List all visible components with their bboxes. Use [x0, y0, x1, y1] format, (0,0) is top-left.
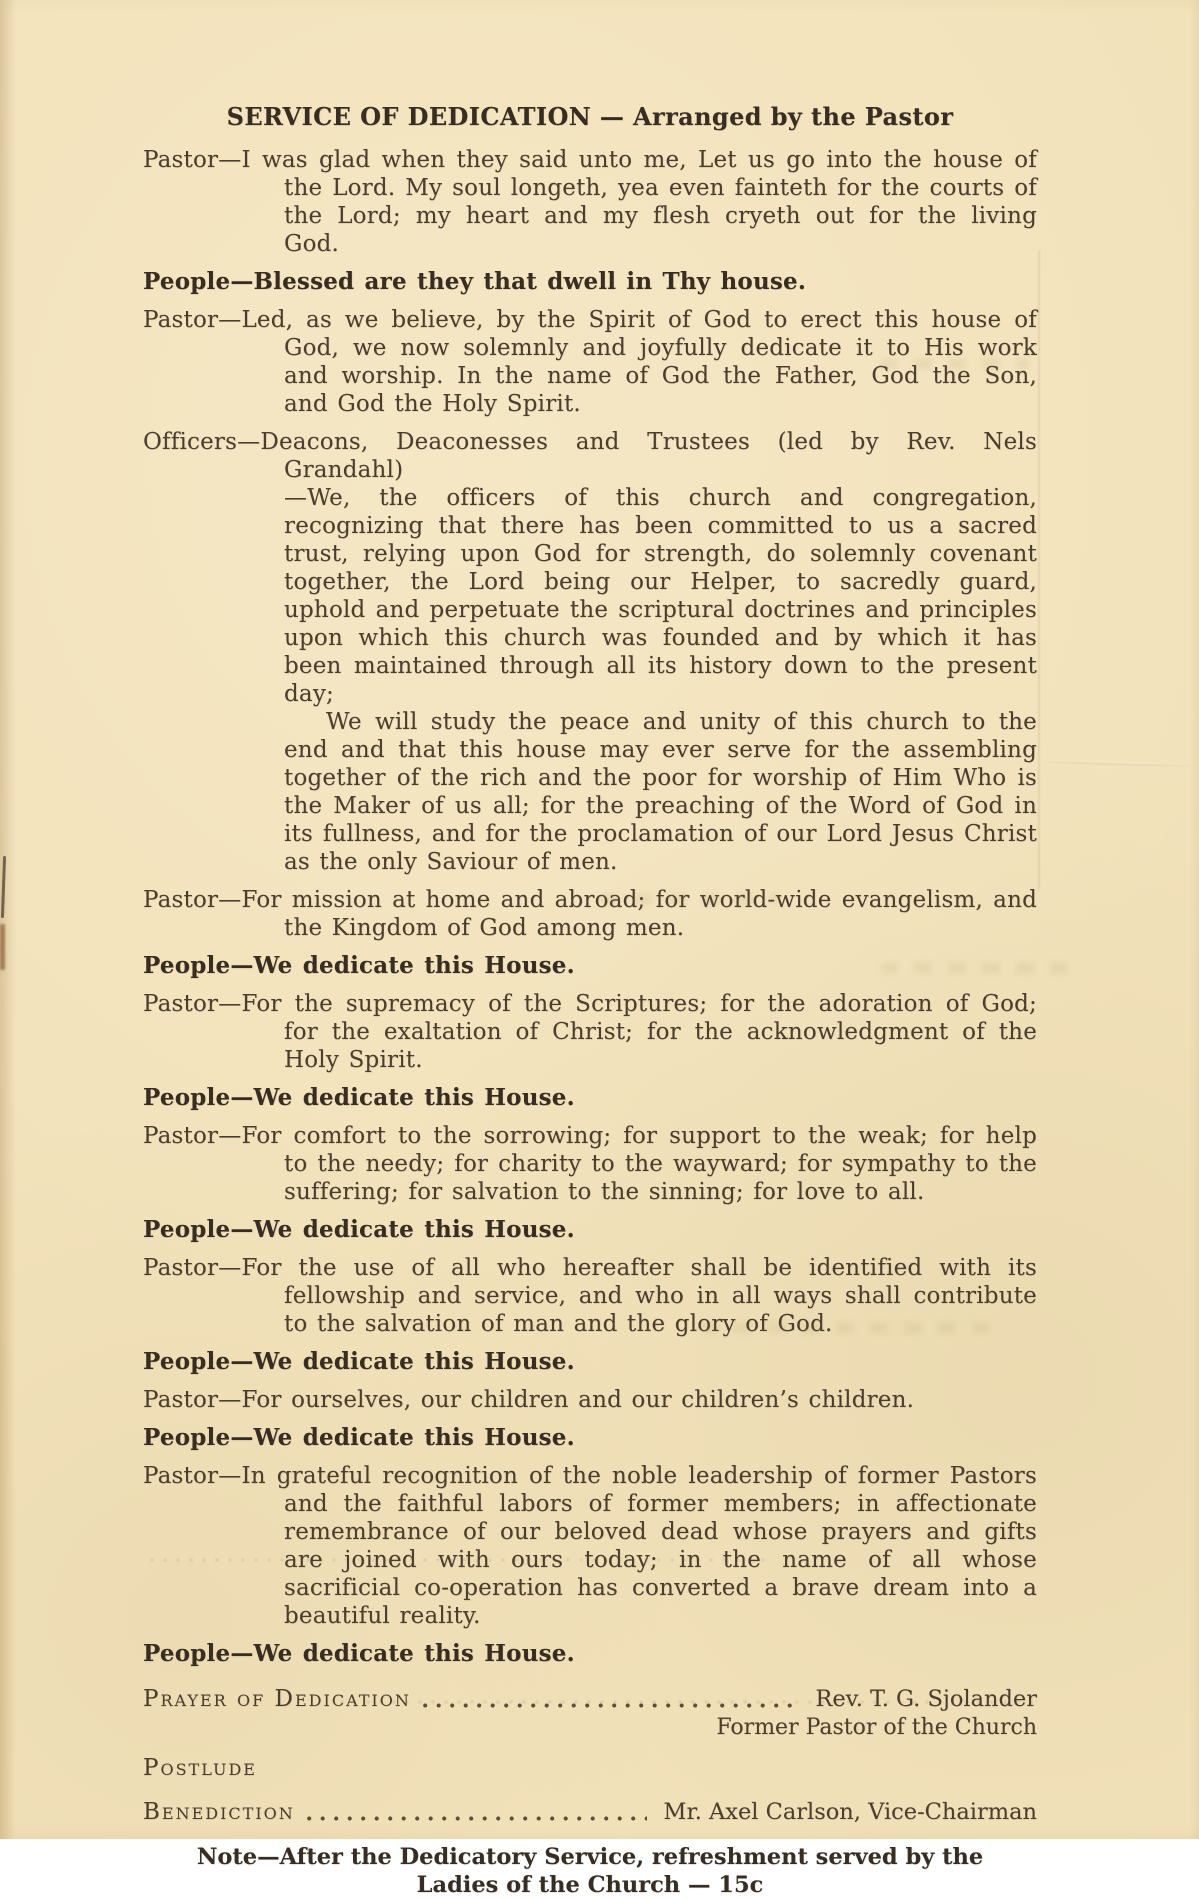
page-content	[143, 0, 1037, 1899]
page-title: SERVICE OF DEDICATION — Arranged by the Pastor	[226, 102, 954, 131]
note	[143, 1843, 1037, 1899]
showthrough-ghost-dots	[340, 1700, 1040, 1704]
liturgy-paragraph: People—We dedicate this House.	[143, 952, 575, 979]
liturgy-paragraph-continued: —We, the officers of this church and congregation, recognizing that there has been committed to us a sacred trust, relying upon God for strength, do solemnly covenant together, the Lord being our Helper, to sacredly guard, uphold and perpetuate the scriptural doctrines and principles upon which this church was founded and by which it has been maintained through all its history down to the present day;	[284, 485, 1037, 707]
speaker-label: Pastor	[143, 1463, 219, 1489]
liturgy-paragraph: Officers—Deacons, Deaconesses and Trustees (led by Rev. Nels Grandahl)	[143, 429, 1037, 483]
liturgy-paragraph: Pastor—For ourselves, our children and our children’s children.	[143, 1387, 915, 1413]
liturgy-section	[143, 146, 1037, 1668]
speaker-label: Pastor	[143, 1255, 219, 1281]
liturgy-paragraph: People—We dedicate this House.	[143, 1424, 575, 1451]
liturgy-paragraph: People—We dedicate this House.	[143, 1084, 575, 1111]
liturgy-item-officers	[143, 428, 1037, 876]
showthrough-ghost-dots	[150, 1558, 770, 1562]
speaker-label: Pastor	[143, 887, 219, 913]
liturgy-item-people	[143, 1348, 1037, 1376]
program-item-label: Prayer of Dedication	[143, 1686, 411, 1712]
speaker-label: People	[143, 268, 231, 295]
speaker-label: Pastor	[143, 307, 219, 333]
liturgy-item-people	[143, 268, 1037, 296]
program-item-assignee: Rev. T. G. Sjolander	[815, 1686, 1037, 1712]
program-item-label: Postlude	[143, 1755, 257, 1781]
showthrough-ghost	[700, 1322, 1000, 1334]
liturgy-paragraph: Pastor—For comfort to the sorrowing; for support to the weak; for help to the needy; for charity to the wayward; for sympathy to the suffering; for salvation to the sinning; for love to all.	[143, 1123, 1037, 1205]
program-item-benediction	[143, 1797, 1037, 1827]
liturgy-item-people	[143, 1424, 1037, 1452]
leader-dots	[307, 1815, 648, 1822]
speaker-label: Pastor	[143, 1387, 219, 1413]
speaker-label: People	[143, 1424, 231, 1451]
speaker-label: Pastor	[143, 147, 219, 173]
liturgy-item-people	[143, 1216, 1037, 1244]
liturgy-item-pastor	[143, 1122, 1037, 1206]
program-item-assignee: Mr. Axel Carlson, Vice-Chairman	[663, 1799, 1037, 1825]
liturgy-item-people	[143, 1640, 1037, 1668]
note-label: Note	[196, 1844, 258, 1870]
liturgy-paragraph: Pastor—For the supremacy of the Scriptures; for the adoration of God; for the exaltation of Christ; for the acknowledgment of the Holy Spirit.	[143, 991, 1037, 1073]
speaker-label: People	[143, 1216, 231, 1243]
liturgy-paragraph: Pastor—I was glad when they said unto me, Let us go into the house of the Lord. My soul longeth, yea even fainteth for the courts of the Lord; my heart and my flesh cryeth out for the living God.	[143, 147, 1037, 257]
liturgy-item-pastor	[143, 990, 1037, 1074]
liturgy-paragraph-continued: We will study the peace and unity of this church to the end and that this house may ever serve for the assembling together of the rich and the poor for worship of Him Who is the Maker of us all; for the preaching of the Word of God in its fullness, and for the proclamation of our Lord Jesus Christ as the only Saviour of men.	[284, 709, 1037, 875]
liturgy-paragraph: People—We dedicate this House.	[143, 1216, 575, 1243]
showthrough-ghost	[600, 893, 780, 905]
liturgy-item-people	[143, 1084, 1037, 1112]
speaker-label: People	[143, 1640, 231, 1667]
paper-crease-horizontal	[1044, 760, 1194, 767]
binding-mark	[1, 856, 6, 918]
liturgy-paragraph: Pastor—Led, as we believe, by the Spirit of God to erect this house of God, we now solemnly and joyfully dedicate it to His work and worship. In the name of God the Father, God the Son, and God the Holy Spirit.	[143, 307, 1037, 417]
speaker-label: Pastor	[143, 1123, 219, 1149]
paper-crease-vertical	[1038, 250, 1040, 890]
program-item-postlude	[143, 1753, 1037, 1783]
liturgy-paragraph: Pastor—In grateful recognition of the noble leadership of former Pastors and the faithful labors of former members; in affectionate remembrance of our beloved dead whose prayers and gifts are joined with ours today; in the name of all whose sacrificial co-operation has converted a brave dream into a beautiful reality.	[143, 1463, 1037, 1629]
speaker-label: People	[143, 952, 231, 979]
liturgy-paragraph: People—We dedicate this House.	[143, 1348, 575, 1375]
liturgy-paragraph: Pastor—For the use of all who hereafter shall be identified with its fellowship and service, and who in all ways shall contribute to the salvation of man and the glory of God.	[143, 1255, 1037, 1337]
program-section	[143, 1684, 1037, 1827]
liturgy-paragraph: People—We dedicate this House.	[143, 1640, 575, 1667]
liturgy-item-pastor	[143, 146, 1037, 258]
program-item-role: Former Pastor of the Church	[716, 1715, 1037, 1740]
speaker-label: Officers	[143, 429, 238, 455]
liturgy-item-pastor	[143, 886, 1037, 942]
showthrough-ghost	[880, 962, 1080, 974]
speaker-label: People	[143, 1348, 231, 1375]
showthrough-ghost	[880, 358, 1030, 370]
speaker-label: Pastor	[143, 991, 219, 1017]
program-item-prayer-of-dedication	[143, 1684, 1037, 1714]
program-item-label: Benediction	[143, 1799, 295, 1825]
liturgy-item-pastor	[143, 1386, 1037, 1414]
liturgy-item-pastor	[143, 1462, 1037, 1630]
liturgy-paragraph: Pastor—For mission at home and abroad; for world-wide evangelism, and the Kingdom of God among men.	[143, 887, 1037, 941]
speaker-label: People	[143, 1084, 231, 1111]
liturgy-paragraph: People—Blessed are they that dwell in Thy house.	[143, 268, 807, 295]
binding-stain	[0, 924, 5, 970]
note-line: Note—After the Dedicatory Service, refreshment served by the	[196, 1844, 984, 1870]
note-line: Ladies of the Church — 15c	[416, 1872, 764, 1898]
